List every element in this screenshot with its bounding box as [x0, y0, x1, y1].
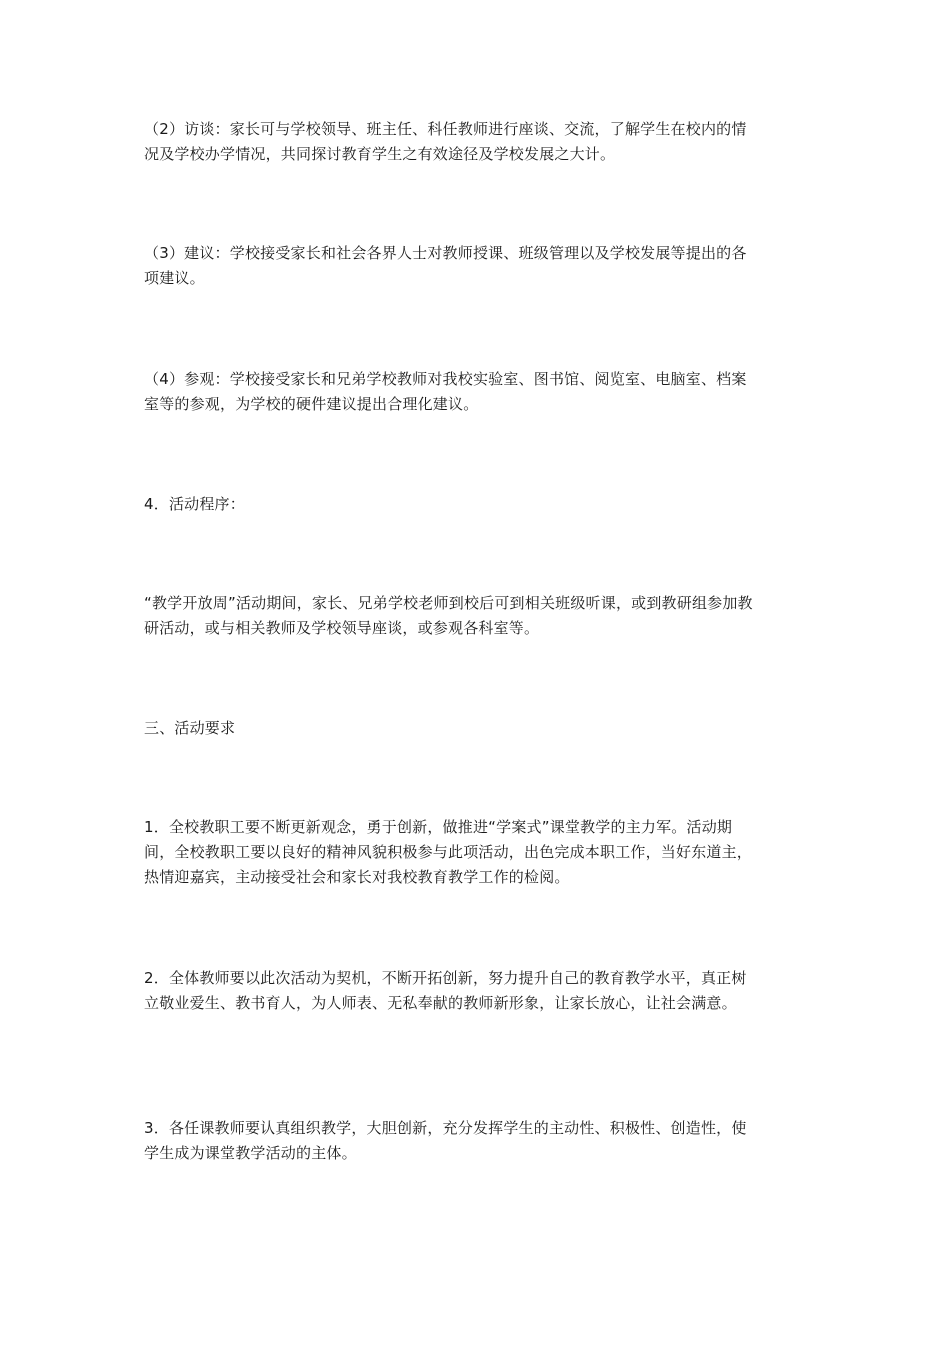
heading-activity-requirements: 三、活动要求	[144, 719, 236, 737]
heading-activity-procedure: 4．活动程序：	[144, 495, 245, 513]
paragraph-suggestion: （3）建议：学校接受家长和社会各界人士对教师授课、班级管理以及学校发展等提出的各项建议。	[144, 244, 747, 287]
paragraph-requirement-2: 2．全体教师要以此次活动为契机，不断开拓创新，努力提升自己的教育教学水平，真正树立敬业爱生、教书育人，为人师表、无私奉献的教师新形象，让家长放心，让社会满意。	[144, 969, 747, 1012]
paragraph-visit: （4）参观：学校接受家长和兄弟学校教师对我校实验室、图书馆、阅览室、电脑室、档案室等的参观，为学校的硬件建议提出合理化建议。	[144, 370, 747, 413]
paragraph-requirement-3: 3．各任课教师要认真组织教学，大胆创新，充分发挥学生的主动性、积极性、创造性，使学生成为课堂教学活动的主体。	[144, 1119, 747, 1162]
paragraph-interview: （2）访谈：家长可与学校领导、班主任、科任教师进行座谈、交流，了解学生在校内的情况及学校办学情况，共同探讨教育学生之有效途径及学校发展之大计。	[144, 120, 747, 163]
paragraph-requirement-1: 1．全校教职工要不断更新观念，勇于创新，做推进“学案式”课堂教学的主力军。活动期间，全校教职工要以良好的精神风貌积极参与此项活动，出色完成本职工作，当好东道主，热情迎嘉宾，主动接受社会和家长对我校教育教学工作的检阅。	[144, 818, 753, 886]
paragraph-procedure: “教学开放周”活动期间，家长、兄弟学校老师到校后可到相关班级听课，或到教研组参加教研活动，或与相关教师及学校领导座谈，或参观各科室等。	[144, 594, 753, 637]
